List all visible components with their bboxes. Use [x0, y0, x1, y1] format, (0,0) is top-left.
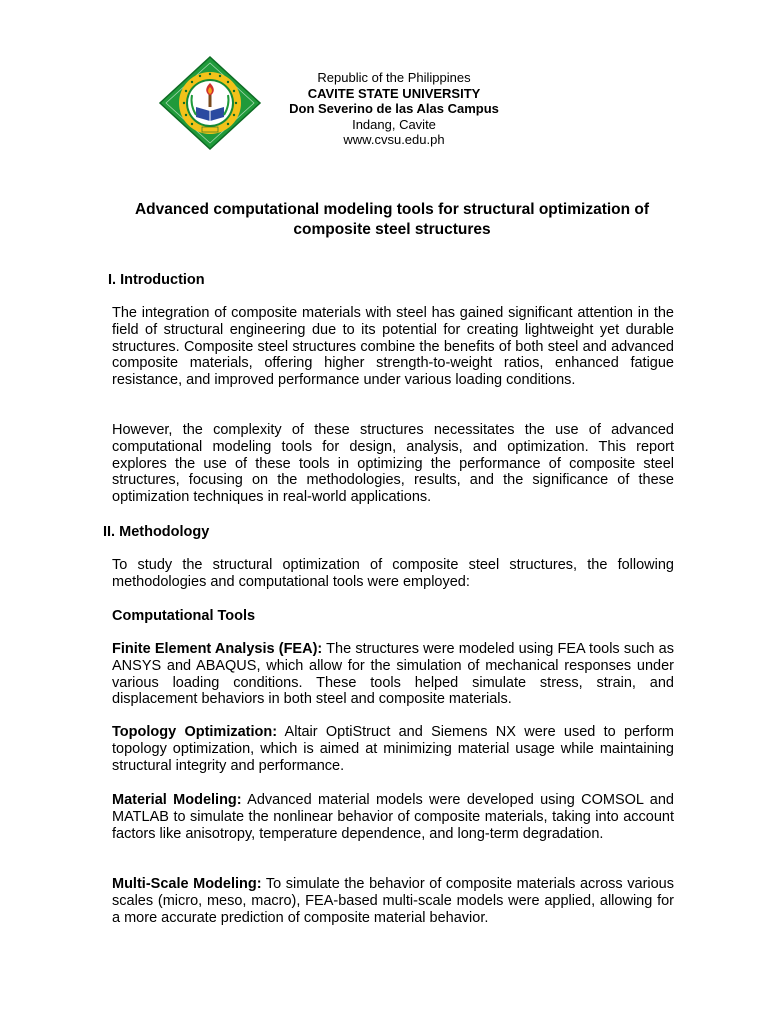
location-line: Indang, Cavite — [352, 116, 436, 132]
website-link[interactable]: www.cvsu.edu.ph — [343, 132, 445, 147]
topology-paragraph — [112, 724, 674, 774]
material-modeling-text: Advanced material models were developed using COMSOL and MATLAB to simulate the nonlinear behavior of composite materials, taking into account factors like anisotropy, temperature dependence, and long-term degradation. — [112, 792, 674, 842]
topology-text: Altair OptiStruct and Siemens NX were used to perform topology optimization, which is aimed at minimizing material usage while maintaining structural integrity and performance. — [112, 724, 674, 774]
multi-scale-text: To simulate the behavior of composite materials across various scales (micro, meso, macro), FEA-based multi-scale models were applied, allowing for a more accurate prediction of composite material behavior. — [112, 876, 675, 926]
campus-name: Don Severino de las Alas Campus — [289, 101, 499, 116]
university-seal-logo — [158, 55, 262, 151]
multi-scale-label: Multi-Scale Modeling: — [112, 876, 262, 892]
section-heading-introduction: I. Introduction — [108, 272, 205, 288]
methodology-paragraph: To study the structural optimization of composite steel structures, the following methodologies and computational tools were employed: — [112, 557, 674, 590]
fea-text: The structures were modeled using FEA tools such as ANSYS and ABAQUS, which allow for the simulation of mechanical responses under various loading conditions. These tools helped simulate stress, strain, and displacement behaviors in both steel and composite materials. — [112, 641, 674, 708]
intro-paragraph-1: The integration of composite materials with steel has gained significant attention in the field of structural engineering due to its potential for creating lightweight yet durable structures. Composite steel structures combine the benefits of both steel and advanced composite materials, offering higher strength-to-weight ratios, enhanced fatigue resistance, and improved performance under various loading conditions. — [112, 305, 674, 389]
section-heading-methodology: II. Methodology — [103, 524, 210, 540]
fea-label: Finite Element Analysis (FEA): — [112, 641, 323, 657]
fea-paragraph — [112, 641, 674, 708]
university-name: CAVITE STATE UNIVERSITY — [307, 85, 481, 101]
material-modeling-paragraph — [112, 792, 674, 842]
multi-scale-paragraph — [112, 876, 674, 926]
topology-label: Topology Optimization: — [112, 724, 278, 740]
subheading-computational-tools: Computational Tools — [112, 608, 256, 624]
intro-paragraph-2: However, the complexity of these structures necessitates the use of advanced computational modeling tools for design, analysis, and optimization. This report explores the use of these tools in optimizing the performance of composite steel structures, focusing on the methodologies, results, and the significance of these optimization techniques in real-world applications. — [112, 422, 674, 506]
country-line: Republic of the Philippines — [317, 70, 471, 85]
material-modeling-label: Material Modeling: — [112, 792, 242, 808]
letterhead — [268, 70, 520, 148]
document-title: Advanced computational modeling tools for structural optimization of composite steel structures — [134, 201, 650, 238]
